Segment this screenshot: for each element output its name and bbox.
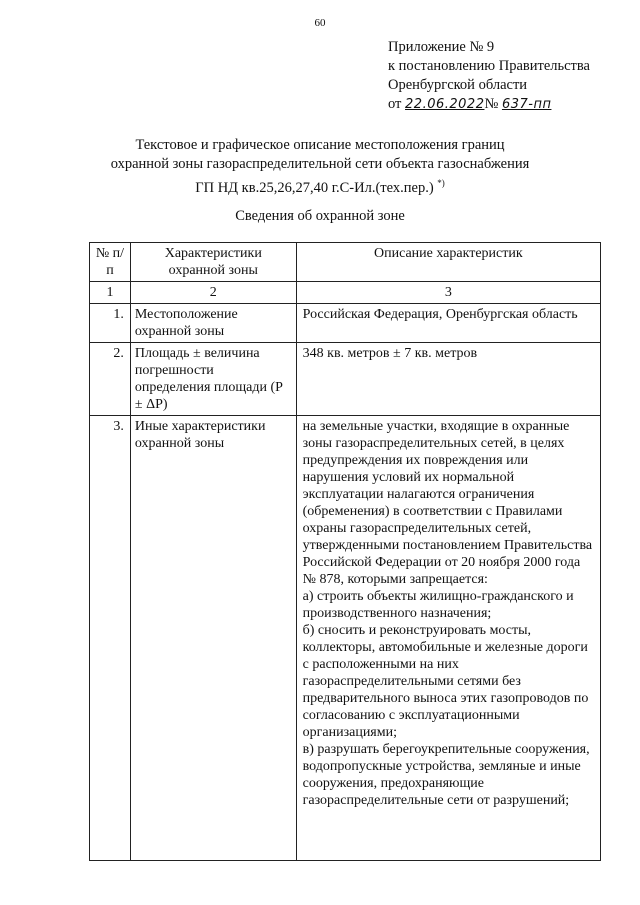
row-description bbox=[296, 416, 600, 861]
section-subtitle: Сведения об охранной зоне bbox=[235, 208, 405, 224]
table-header-row bbox=[90, 243, 601, 282]
table-index-row bbox=[90, 282, 601, 304]
row-characteristic: Площадь ± величина погрешности определения площади (P ± ΔP) bbox=[130, 343, 296, 416]
row-characteristic: Иные характеристики охранной зоны bbox=[130, 416, 296, 861]
row-number: 3. bbox=[90, 416, 131, 861]
ot-label: от bbox=[388, 96, 402, 112]
row-characteristic: Местоположение охранной зоны bbox=[130, 304, 296, 343]
table-row bbox=[90, 343, 601, 416]
footnote-mark: *) bbox=[437, 178, 445, 188]
row-description: Российская Федерация, Оренбургская область bbox=[296, 304, 600, 343]
index-cell: 2 bbox=[130, 282, 296, 304]
index-cell: 3 bbox=[296, 282, 600, 304]
title-object-name: ГП НД кв.25,26,27,40 г.С-Ил.(тех.пер.) bbox=[195, 179, 434, 196]
index-cell: 1 bbox=[90, 282, 131, 304]
header-characteristics: Характеристики охранной зоны bbox=[130, 243, 296, 282]
title-line-2: охранной зоны газораспределительной сети объекта газоснабжения bbox=[110, 156, 530, 172]
appendix-date-line bbox=[388, 95, 590, 114]
title-line-1: Текстовое и графическое описание местоположения границ bbox=[135, 137, 505, 153]
appendix-block bbox=[388, 38, 590, 114]
appendix-region: Оренбургской области bbox=[388, 77, 528, 93]
header-description: Описание характеристик bbox=[296, 243, 600, 282]
table-row bbox=[90, 304, 601, 343]
header-number: № п/п bbox=[90, 243, 131, 282]
appendix-resolution: к постановлению Правительства bbox=[388, 58, 590, 74]
title-line-3 bbox=[0, 174, 640, 198]
restriction-intro: на земельные участки, входящие в охранные зоны газораспределительных сетей, в целях предупреждения их повреждения или нарушения условий их нормальной эксплуатации налагаются ограничения (обременения) в соответствии с Правилами охраны газораспределительных сетей, утвержденными постановлением Правительства Российской Федерации от 20 ноября 2000 года № 878, которыми запрещается: bbox=[302, 419, 593, 587]
resolution-number: 637-пп bbox=[501, 97, 552, 112]
resolution-date: 22.06.2022 bbox=[405, 97, 485, 112]
row-number: 2. bbox=[90, 343, 131, 416]
appendix-title: Приложение № 9 bbox=[388, 39, 495, 55]
document-title bbox=[0, 136, 640, 198]
restriction-item-a: а) строить объекты жилищно-гражданского и производственного назначения; bbox=[302, 589, 574, 621]
restriction-item-c: в) разрушать берегоукрепительные сооружения, водопропускные устройства, земляные и иные сооружения, предохраняющие газораспределительные сети от разрушений; bbox=[302, 742, 590, 808]
page-number: 60 bbox=[314, 17, 326, 29]
row-description: 348 кв. метров ± 7 кв. метров bbox=[296, 343, 600, 416]
row-number: 1. bbox=[90, 304, 131, 343]
restriction-item-b: б) сносить и реконструировать мосты, коллекторы, автомобильные и железные дороги с расположенными на них газораспределительными сетями без предварительного выноса этих газопроводов по согласованию с эксплуатационными организациями; bbox=[302, 623, 589, 740]
protection-zone-table bbox=[89, 242, 601, 861]
table-row bbox=[90, 416, 601, 861]
number-label: № bbox=[484, 96, 499, 112]
